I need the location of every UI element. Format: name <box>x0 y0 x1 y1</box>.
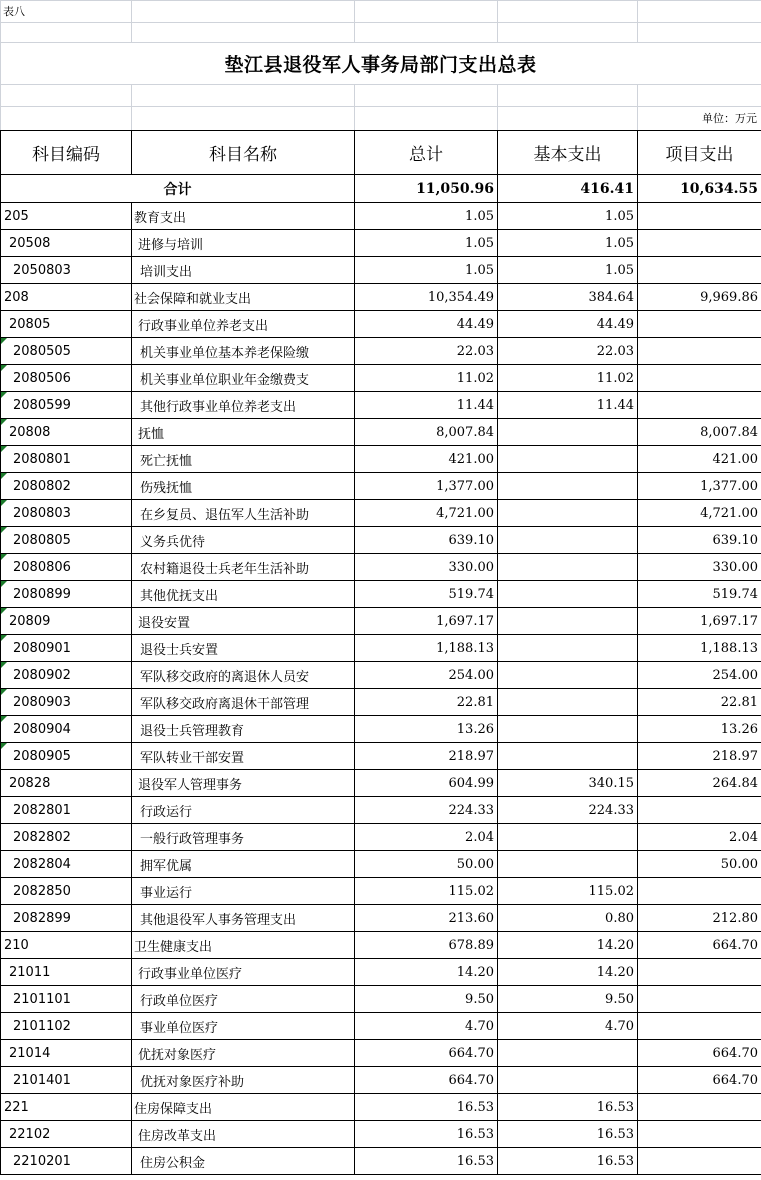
row-total[interactable]: 22.03 <box>355 338 498 365</box>
total-row <box>1 175 761 203</box>
row-basic[interactable] <box>498 473 638 500</box>
row-project[interactable] <box>638 797 761 824</box>
row-project[interactable]: 218.97 <box>638 743 761 770</box>
row-basic[interactable]: 16.53 <box>498 1121 638 1148</box>
row-name[interactable]: 社会保障和就业支出 <box>132 284 355 311</box>
row-basic[interactable] <box>498 662 638 689</box>
cell-flag-icon <box>1 635 7 641</box>
table-row <box>1 1121 761 1148</box>
row-code[interactable]: 2080803 <box>1 500 132 527</box>
cell-flag-icon <box>1 392 7 398</box>
table-number-label: 表八 <box>3 5 25 18</box>
row-name[interactable]: 退役士兵安置 <box>132 635 355 662</box>
row-name[interactable]: 军队转业干部安置 <box>132 743 355 770</box>
row-total[interactable]: 639.10 <box>355 527 498 554</box>
row-name[interactable]: 农村籍退役士兵老年生活补助 <box>132 554 355 581</box>
row-basic[interactable]: 115.02 <box>498 878 638 905</box>
total-amount[interactable]: 11,050.96 <box>355 175 498 203</box>
cell-flag-icon <box>1 527 7 533</box>
row-total[interactable]: 1.05 <box>355 257 498 284</box>
cell-flag-icon <box>1 581 7 587</box>
row-total[interactable]: 16.53 <box>355 1148 498 1175</box>
row-total[interactable]: 4.70 <box>355 1013 498 1040</box>
table-row <box>1 662 761 689</box>
cell-flag-icon <box>1 608 7 614</box>
row-code[interactable]: 2080506 <box>1 365 132 392</box>
table-row <box>1 581 761 608</box>
row-code[interactable]: 21014 <box>1 1040 132 1067</box>
row-project[interactable]: 519.74 <box>638 581 761 608</box>
row-name[interactable]: 优抚对象医疗补助 <box>132 1067 355 1094</box>
header-row <box>1 131 761 175</box>
row-basic[interactable]: 16.53 <box>498 1148 638 1175</box>
row-basic[interactable] <box>498 446 638 473</box>
table-row <box>1 932 761 959</box>
row-code[interactable]: 2082850 <box>1 878 132 905</box>
row-total[interactable]: 519.74 <box>355 581 498 608</box>
row-name[interactable]: 伤残抚恤 <box>132 473 355 500</box>
row-basic[interactable]: 384.64 <box>498 284 638 311</box>
total-label[interactable]: 合计 <box>1 175 355 203</box>
row-code[interactable]: 208 <box>1 284 132 311</box>
cell-flag-icon <box>1 743 7 749</box>
cell-flag-icon <box>1 338 7 344</box>
row-name[interactable]: 培训支出 <box>132 257 355 284</box>
row-basic[interactable] <box>498 554 638 581</box>
cell-flag-icon <box>1 554 7 560</box>
table-row <box>1 689 761 716</box>
row-project[interactable]: 1,188.13 <box>638 635 761 662</box>
row-total[interactable]: 664.70 <box>355 1067 498 1094</box>
row-code[interactable]: 20808 <box>1 419 132 446</box>
row-total[interactable]: 1,697.17 <box>355 608 498 635</box>
row-total[interactable]: 330.00 <box>355 554 498 581</box>
row-total[interactable]: 16.53 <box>355 1094 498 1121</box>
header-total[interactable]: 总计 <box>355 131 498 175</box>
row-code[interactable]: 2080905 <box>1 743 132 770</box>
row-name[interactable]: 优抚对象医疗 <box>132 1040 355 1067</box>
row-total[interactable]: 604.99 <box>355 770 498 797</box>
row-name[interactable]: 住房保障支出 <box>132 1094 355 1121</box>
table-row <box>1 473 761 500</box>
row-code[interactable]: 2080901 <box>1 635 132 662</box>
row-name[interactable]: 住房改革支出 <box>132 1121 355 1148</box>
row-total[interactable]: 4,721.00 <box>355 500 498 527</box>
total-basic[interactable]: 416.41 <box>498 175 638 203</box>
row-code[interactable]: 210 <box>1 932 132 959</box>
row-basic[interactable] <box>498 527 638 554</box>
row-code[interactable]: 2080801 <box>1 446 132 473</box>
row-code[interactable]: 2080902 <box>1 662 132 689</box>
row-project[interactable] <box>638 257 761 284</box>
row-total[interactable]: 213.60 <box>355 905 498 932</box>
row-project[interactable] <box>638 986 761 1013</box>
row-basic[interactable]: 11.44 <box>498 392 638 419</box>
row-code[interactable]: 2101401 <box>1 1067 132 1094</box>
row-name[interactable]: 行政单位医疗 <box>132 986 355 1013</box>
row-basic[interactable]: 14.20 <box>498 932 638 959</box>
row-basic[interactable] <box>498 851 638 878</box>
row-code[interactable]: 22102 <box>1 1121 132 1148</box>
row-total[interactable]: 421.00 <box>355 446 498 473</box>
row-name[interactable]: 一般行政管理事务 <box>132 824 355 851</box>
row-name[interactable]: 抚恤 <box>132 419 355 446</box>
table-row <box>1 419 761 446</box>
row-total[interactable]: 10,354.49 <box>355 284 498 311</box>
row-project[interactable] <box>638 1094 761 1121</box>
row-total[interactable]: 9.50 <box>355 986 498 1013</box>
row-project[interactable] <box>638 311 761 338</box>
row-project[interactable] <box>638 230 761 257</box>
row-total[interactable]: 50.00 <box>355 851 498 878</box>
row-name[interactable]: 军队移交政府的离退休人员安 <box>132 662 355 689</box>
table-row <box>1 365 761 392</box>
row-basic[interactable] <box>498 824 638 851</box>
row-basic[interactable] <box>498 635 638 662</box>
unit-label: 单位：万元 <box>702 112 757 125</box>
table-row <box>1 230 761 257</box>
row-code[interactable]: 2080806 <box>1 554 132 581</box>
row-basic[interactable] <box>498 419 638 446</box>
row-code[interactable]: 20805 <box>1 311 132 338</box>
cell-flag-icon <box>1 500 7 506</box>
row-total[interactable]: 2.04 <box>355 824 498 851</box>
row-name[interactable]: 退役安置 <box>132 608 355 635</box>
row-basic[interactable]: 1.05 <box>498 257 638 284</box>
row-project[interactable]: 664.70 <box>638 1040 761 1067</box>
row-project[interactable]: 13.26 <box>638 716 761 743</box>
table-row <box>1 527 761 554</box>
row-project[interactable] <box>638 1148 761 1175</box>
row-code[interactable]: 2080903 <box>1 689 132 716</box>
row-code[interactable]: 205 <box>1 203 132 230</box>
row-basic[interactable] <box>498 581 638 608</box>
row-code[interactable]: 2080805 <box>1 527 132 554</box>
row-code[interactable]: 2080505 <box>1 338 132 365</box>
row-project[interactable] <box>638 392 761 419</box>
table-row <box>1 905 761 932</box>
row-basic[interactable]: 224.33 <box>498 797 638 824</box>
row-code[interactable]: 2082801 <box>1 797 132 824</box>
row-total[interactable]: 1.05 <box>355 230 498 257</box>
row-project[interactable]: 8,007.84 <box>638 419 761 446</box>
table-row <box>1 1040 761 1067</box>
row-name[interactable]: 行政事业单位医疗 <box>132 959 355 986</box>
row-name[interactable]: 义务兵优待 <box>132 527 355 554</box>
table-row <box>1 1148 761 1175</box>
row-name[interactable]: 进修与培训 <box>132 230 355 257</box>
row-name[interactable]: 退役军人管理事务 <box>132 770 355 797</box>
table-row <box>1 608 761 635</box>
row-total[interactable]: 1.05 <box>355 203 498 230</box>
row-total[interactable]: 664.70 <box>355 1040 498 1067</box>
table-row <box>1 851 761 878</box>
row-total[interactable]: 1,188.13 <box>355 635 498 662</box>
row-name[interactable]: 机关事业单位基本养老保险缴 <box>132 338 355 365</box>
table-row <box>1 203 761 230</box>
cell-flag-icon <box>1 689 7 695</box>
row-name[interactable]: 死亡抚恤 <box>132 446 355 473</box>
row-name[interactable]: 军队移交政府离退休干部管理 <box>132 689 355 716</box>
row-project[interactable]: 639.10 <box>638 527 761 554</box>
row-basic[interactable]: 14.20 <box>498 959 638 986</box>
row-code[interactable]: 2210201 <box>1 1148 132 1175</box>
table-row <box>1 1094 761 1121</box>
row-code[interactable]: 21011 <box>1 959 132 986</box>
table-row <box>1 392 761 419</box>
row-code[interactable]: 2080904 <box>1 716 132 743</box>
row-total[interactable]: 1,377.00 <box>355 473 498 500</box>
table-row <box>1 257 761 284</box>
header-basic[interactable]: 基本支出 <box>498 131 638 175</box>
row-code[interactable]: 20809 <box>1 608 132 635</box>
row-total[interactable]: 22.81 <box>355 689 498 716</box>
row-name[interactable]: 在乡复员、退伍军人生活补助 <box>132 500 355 527</box>
header-project[interactable]: 项目支出 <box>638 131 761 175</box>
table-row <box>1 311 761 338</box>
row-code[interactable]: 2080599 <box>1 392 132 419</box>
row-basic[interactable] <box>498 716 638 743</box>
row-project[interactable] <box>638 1013 761 1040</box>
row-total[interactable]: 13.26 <box>355 716 498 743</box>
cell-flag-icon <box>1 473 7 479</box>
row-basic[interactable]: 16.53 <box>498 1094 638 1121</box>
row-basic[interactable] <box>498 608 638 635</box>
row-basic[interactable] <box>498 743 638 770</box>
row-total[interactable]: 14.20 <box>355 959 498 986</box>
table-row <box>1 1013 761 1040</box>
row-total[interactable]: 678.89 <box>355 932 498 959</box>
row-code[interactable]: 2082802 <box>1 824 132 851</box>
table-row <box>1 446 761 473</box>
row-project[interactable]: 1,697.17 <box>638 608 761 635</box>
table-row <box>1 500 761 527</box>
table-row <box>1 770 761 797</box>
expenditure-table <box>0 130 761 1175</box>
row-basic[interactable]: 22.03 <box>498 338 638 365</box>
row-name[interactable]: 其他退役军人事务管理支出 <box>132 905 355 932</box>
table-row <box>1 824 761 851</box>
row-basic[interactable] <box>498 500 638 527</box>
row-basic[interactable]: 1.05 <box>498 230 638 257</box>
table-row <box>1 986 761 1013</box>
row-code[interactable]: 2082899 <box>1 905 132 932</box>
row-total[interactable]: 16.53 <box>355 1121 498 1148</box>
row-name[interactable]: 退役士兵管理教育 <box>132 716 355 743</box>
row-project[interactable]: 330.00 <box>638 554 761 581</box>
row-project[interactable]: 22.81 <box>638 689 761 716</box>
row-code[interactable]: 2050803 <box>1 257 132 284</box>
row-name[interactable]: 教育支出 <box>132 203 355 230</box>
row-total[interactable]: 8,007.84 <box>355 419 498 446</box>
row-basic[interactable]: 1.05 <box>498 203 638 230</box>
row-project[interactable]: 2.04 <box>638 824 761 851</box>
row-total[interactable]: 115.02 <box>355 878 498 905</box>
total-project[interactable]: 10,634.55 <box>638 175 761 203</box>
row-project[interactable]: 421.00 <box>638 446 761 473</box>
table-row <box>1 635 761 662</box>
row-project[interactable]: 212.80 <box>638 905 761 932</box>
row-project[interactable] <box>638 1121 761 1148</box>
row-project[interactable] <box>638 338 761 365</box>
row-basic[interactable]: 11.02 <box>498 365 638 392</box>
row-name[interactable]: 其他行政事业单位养老支出 <box>132 392 355 419</box>
row-name[interactable]: 事业单位医疗 <box>132 1013 355 1040</box>
row-project[interactable] <box>638 365 761 392</box>
table-row <box>1 554 761 581</box>
row-name[interactable]: 卫生健康支出 <box>132 932 355 959</box>
table-row <box>1 716 761 743</box>
row-basic[interactable]: 4.70 <box>498 1013 638 1040</box>
row-code[interactable]: 221 <box>1 1094 132 1121</box>
page-title: 垫江县退役军人事务局部门支出总表 <box>224 54 537 76</box>
header-code[interactable]: 科目编码 <box>1 131 132 175</box>
row-project[interactable]: 50.00 <box>638 851 761 878</box>
header-name[interactable]: 科目名称 <box>132 131 355 175</box>
row-project[interactable] <box>638 959 761 986</box>
table-row <box>1 338 761 365</box>
row-code[interactable]: 20508 <box>1 230 132 257</box>
table-row <box>1 743 761 770</box>
table-row <box>1 1067 761 1094</box>
row-basic[interactable]: 44.49 <box>498 311 638 338</box>
row-project[interactable]: 4,721.00 <box>638 500 761 527</box>
row-project[interactable]: 664.70 <box>638 932 761 959</box>
row-total[interactable]: 224.33 <box>355 797 498 824</box>
row-name[interactable]: 其他优抚支出 <box>132 581 355 608</box>
row-name[interactable]: 行政运行 <box>132 797 355 824</box>
row-name[interactable]: 机关事业单位职业年金缴费支 <box>132 365 355 392</box>
row-project[interactable] <box>638 878 761 905</box>
row-project[interactable]: 254.00 <box>638 662 761 689</box>
row-basic[interactable] <box>498 1040 638 1067</box>
row-name[interactable]: 住房公积金 <box>132 1148 355 1175</box>
row-basic[interactable]: 9.50 <box>498 986 638 1013</box>
row-basic[interactable] <box>498 1067 638 1094</box>
row-name[interactable]: 事业运行 <box>132 878 355 905</box>
table-row <box>1 284 761 311</box>
row-project[interactable]: 264.84 <box>638 770 761 797</box>
row-name[interactable]: 拥军优属 <box>132 851 355 878</box>
cell-flag-icon <box>1 716 7 722</box>
row-total[interactable]: 218.97 <box>355 743 498 770</box>
row-code[interactable]: 2082804 <box>1 851 132 878</box>
row-project[interactable] <box>638 203 761 230</box>
row-name[interactable]: 行政事业单位养老支出 <box>132 311 355 338</box>
row-code[interactable]: 2080802 <box>1 473 132 500</box>
table-row <box>1 959 761 986</box>
cell-flag-icon <box>1 446 7 452</box>
row-project[interactable]: 9,969.86 <box>638 284 761 311</box>
row-basic[interactable] <box>498 689 638 716</box>
row-project[interactable]: 1,377.00 <box>638 473 761 500</box>
row-total[interactable]: 11.44 <box>355 392 498 419</box>
table-row <box>1 878 761 905</box>
table-row <box>1 797 761 824</box>
row-code[interactable]: 20828 <box>1 770 132 797</box>
cell-flag-icon <box>1 419 7 425</box>
row-basic[interactable]: 0.80 <box>498 905 638 932</box>
row-project[interactable]: 664.70 <box>638 1067 761 1094</box>
row-total[interactable]: 11.02 <box>355 365 498 392</box>
cell-flag-icon <box>1 365 7 371</box>
row-code[interactable]: 2101102 <box>1 1013 132 1040</box>
row-code[interactable]: 2080899 <box>1 581 132 608</box>
row-code[interactable]: 2101101 <box>1 986 132 1013</box>
row-basic[interactable]: 340.15 <box>498 770 638 797</box>
row-total[interactable]: 254.00 <box>355 662 498 689</box>
row-total[interactable]: 44.49 <box>355 311 498 338</box>
cell-flag-icon <box>1 662 7 668</box>
